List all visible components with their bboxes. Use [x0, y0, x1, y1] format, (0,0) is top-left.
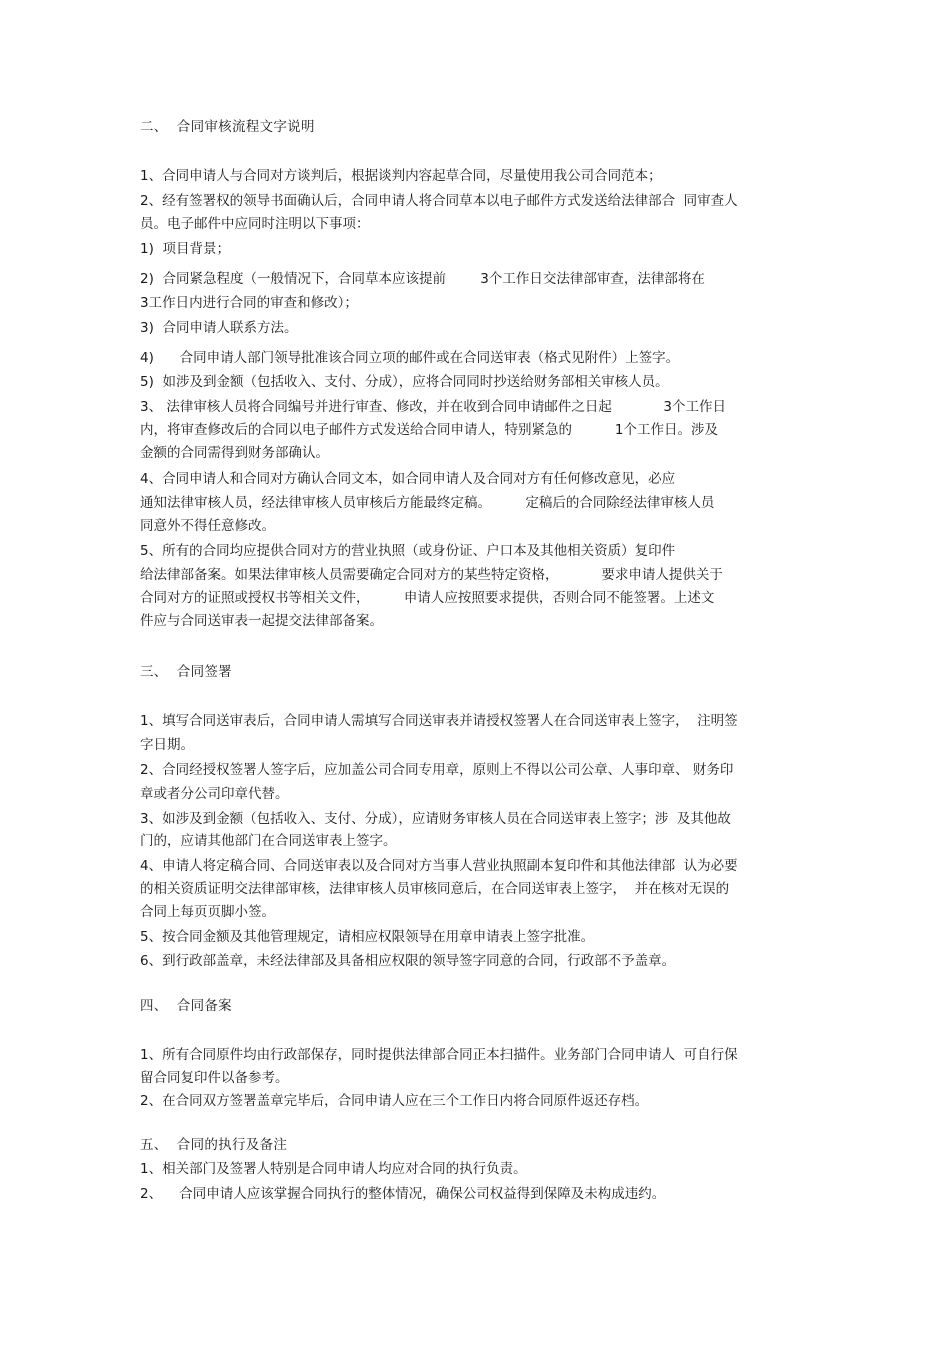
paragraph-line: 5、按合同金额及其他管理规定，请相应权限领导在用章申请表上签字批准。	[140, 929, 595, 945]
paragraph-line: 1、所有合同原件均由行政部保存，同时提供法律部合同正本扫描件。业务部门合同申请人 可自行保	[140, 1047, 738, 1063]
paragraph-line: 1、填写合同送审表后，合同申请人需填写合同送审表并请授权签署人在合同送审表上签字， 注明签	[140, 713, 738, 729]
paragraph-line: 2) 合同紧急程度（一般情况下，合同草本应该提前 3个工作日交法律部审查，法律部将在	[140, 271, 705, 287]
paragraph-line: 5) 如涉及到金额（包括收入、支付、分成），应将合同同时抄送给财务部相关审核人员。	[140, 374, 669, 390]
paragraph-line: 合同对方的证照或授权书等相关文件， 申请人应按照要求提供，否则合同不能签署。上述文	[140, 590, 715, 606]
paragraph-line: 1、相关部门及签署人特别是合同申请人均应对合同的执行负责。	[140, 1161, 527, 1177]
paragraph-line: 件应与合同送审表一起提交法律部备案。	[140, 613, 383, 629]
section-heading-4: 四、 合同备案	[140, 998, 232, 1014]
paragraph-line: 给法律部备案。如果法律审核人员需要确定合同对方的某些特定资格， 要求申请人提供关于	[140, 567, 723, 583]
section-heading-3: 三、 合同签署	[140, 664, 232, 680]
paragraph-line: 3) 合同申请人联系方法。	[140, 320, 298, 336]
paragraph-line: 合同上每页页脚小签。	[140, 904, 275, 920]
paragraph-line: 3、 法律审核人员将合同编号并进行审查、修改，并在收到合同申请邮件之日起 3个工作日	[140, 399, 726, 415]
paragraph-line: 3、如涉及到金额（包括收入、支付、分成），应请财务审核人员在合同送审表上签字；涉 及其他故	[140, 811, 731, 827]
paragraph-line: 4、申请人将定稿合同、合同送审表以及合同对方当事人营业执照副本复印件和其他法律部 认为必要	[140, 858, 738, 874]
paragraph-line: 4、合同申请人和合同对方确认合同文本，如合同申请人及合同对方有任何修改意见，必应	[140, 471, 676, 487]
paragraph-line: 的相关资质证明交法律部审核，法律审核人员审核同意后，在合同送审表上签字， 并在核对无误的	[140, 881, 730, 897]
paragraph-line: 1) 项目背景；	[140, 241, 230, 257]
paragraph-line: 金额的合同需得到财务部确认。	[140, 445, 329, 461]
paragraph-line: 通知法律审核人员，经法律审核人员审核后方能最终定稿。 定稿后的合同除经法律审核人员	[140, 495, 715, 511]
paragraph-line: 章或者分公司印章代替。	[140, 786, 289, 802]
paragraph-line: 5、所有的合同均应提供合同对方的营业执照（或身份证、户口本及其他相关资质）复印件	[140, 543, 676, 559]
paragraph-line: 2、在合同双方签署盖章完毕后，合同申请人应在三个工作日内将合同原件返还存档。	[140, 1093, 649, 1109]
paragraph-line: 同意外不得任意修改。	[140, 518, 275, 534]
paragraph-line: 3工作日内进行合同的审查和修改）；	[140, 295, 358, 311]
paragraph-line: 2、合同经授权签署人签字后，应加盖公司合同专用章，原则上不得以公司公章、人事印章、 财务印	[140, 762, 734, 778]
paragraph-line: 内，将审查修改后的合同以电子邮件方式发送给合同申请人，特别紧急的 1个工作日。涉及	[140, 422, 719, 438]
paragraph-line: 1、合同申请人与合同对方谈判后，根据谈判内容起草合同，尽量使用我公司合同范本；	[140, 168, 662, 184]
paragraph-line: 员。电子邮件中应同时注明以下事项：	[140, 216, 370, 232]
paragraph-line: 2、经有签署权的领导书面确认后，合同申请人将合同草本以电子邮件方式发送给法律部合 同审查人	[140, 193, 738, 209]
paragraph-line: 6、到行政部盖章，未经法律部及具备相应权限的领导签字同意的合同，行政部不予盖章。	[140, 953, 676, 969]
paragraph-line: 4) 合同申请人部门领导批准该合同立项的邮件或在合同送审表（格式见附件）上签字。	[140, 350, 680, 366]
section-heading-2: 二、 合同审核流程文字说明	[140, 119, 315, 135]
paragraph-line: 留合同复印件以备参考。	[140, 1070, 289, 1086]
paragraph-line: 2、 合同申请人应该掌握合同执行的整体情况，确保公司权益得到保障及未构成违约。	[140, 1186, 666, 1202]
paragraph-line: 字日期。	[140, 737, 194, 753]
section-heading-5: 五、 合同的执行及备注	[140, 1137, 288, 1153]
paragraph-line: 门的，应请其他部门在合同送审表上签字。	[140, 833, 397, 849]
